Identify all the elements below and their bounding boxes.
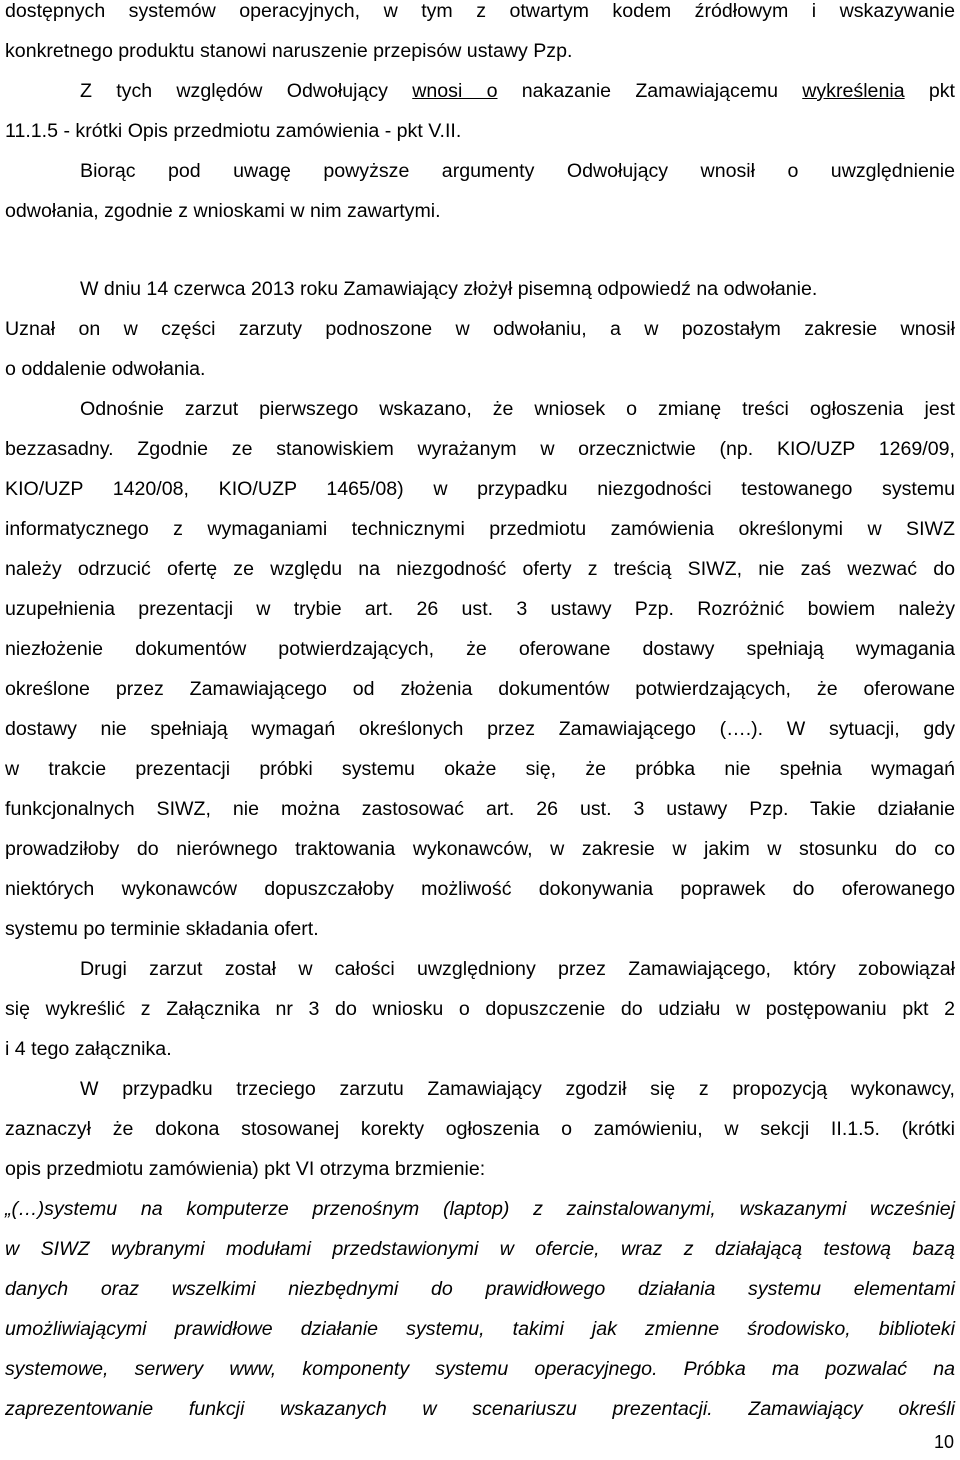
text-line: opis przedmiotu zamówienia) pkt VI otrzyma brzmienie: bbox=[5, 1158, 486, 1180]
text-line: niezłożenie dokumentów potwierdzających, że oferowane dostawy spełniają wymagania bbox=[5, 638, 955, 660]
quote-line: danych oraz wszelkimi niezbędnymi do prawidłowego działania systemu elementami bbox=[5, 1278, 955, 1300]
text-line: zaznaczył że dokona stosowanej korekty ogłoszenia o zamówieniu, w sekcji II.1.5. (krótki bbox=[5, 1118, 955, 1140]
text-line: niektórych wykonawców dopuszczałoby możliwość dokonywania poprawek do oferowanego bbox=[5, 878, 955, 900]
text-line: się wykreślić z Załącznika nr 3 do wniosku o dopuszczenie do udziału w postępowaniu pkt 2 bbox=[5, 998, 955, 1020]
text-line: systemu po terminie składania ofert. bbox=[5, 918, 319, 940]
text-span: nakazanie Zamawiającemu bbox=[497, 80, 803, 102]
text-line: Biorąc pod uwagę powyższe argumenty Odwołujący wnosił o uwzględnienie bbox=[80, 160, 955, 182]
page-number: 10 bbox=[933, 1432, 954, 1452]
text-line: funkcjonalnych SIWZ, nie można zastosować art. 26 ust. 3 ustawy Pzp. Takie działanie bbox=[5, 798, 955, 820]
text-line: W przypadku trzeciego zarzutu Zamawiający zgodził się z propozycją wykonawcy, bbox=[80, 1078, 955, 1100]
text-line: o oddalenie odwołania. bbox=[5, 358, 206, 380]
text-line: uzupełnienia prezentacji w trybie art. 26 ust. 3 ustawy Pzp. Rozróżnić bowiem należy bbox=[5, 598, 955, 620]
text-line: należy odrzucić ofertę ze względu na niezgodność oferty z treścią SIWZ, nie zaś wezwać do bbox=[5, 558, 955, 580]
quote-line: umożliwiającymi prawidłowe działanie systemu, takimi jak zmienne środowisko, biblioteki bbox=[5, 1318, 955, 1340]
text-line: Uznał on w części zarzuty podnoszone w odwołaniu, a w pozostałym zakresie wnosił bbox=[5, 318, 955, 340]
text-line: W dniu 14 czerwca 2013 roku Zamawiający złożył pisemną odpowiedź na odwołanie. bbox=[80, 278, 818, 300]
text-span: pkt bbox=[904, 80, 955, 102]
text-line: prowadziłoby do nierównego traktowania wykonawców, w zakresie w jakim w stosunku do co bbox=[5, 838, 955, 860]
underlined-text: wnosi o bbox=[412, 80, 498, 102]
text-line: KIO/UZP 1420/08, KIO/UZP 1465/08) w przypadku niezgodności testowanego systemu bbox=[5, 478, 955, 500]
quote-line: systemowe, serwery www, komponenty systemu operacyjnego. Próbka ma pozwalać na bbox=[5, 1358, 955, 1380]
text-line: i 4 tego załącznika. bbox=[5, 1038, 172, 1060]
text-line bbox=[80, 71, 955, 111]
text-line: Drugi zarzut został w całości uwzględniony przez Zamawiającego, który zobowiązał bbox=[80, 958, 955, 980]
quote-line: „(…)systemu na komputerze przenośnym (laptop) z zainstalowanymi, wskazanymi wcześniej bbox=[5, 1198, 955, 1220]
quote-line: w SIWZ wybranymi modułami przedstawionymi w ofercie, wraz z działającą testową bazą bbox=[5, 1238, 955, 1260]
text-line: informatycznego z wymaganiami technicznymi przedmiotu zamówienia określonymi w SIWZ bbox=[5, 518, 955, 540]
quote-line: zaprezentowanie funkcji wskazanych w scenariuszu prezentacji. Zamawiający określi bbox=[5, 1398, 955, 1420]
text-line: w trakcie prezentacji próbki systemu okaże się, że próbka nie spełnia wymagań bbox=[5, 758, 955, 780]
text-line: odwołania, zgodnie z wnioskami w nim zawartymi. bbox=[5, 200, 441, 222]
underlined-text: wykreślenia bbox=[802, 80, 905, 102]
text-line: bezzasadny. Zgodnie ze stanowiskiem wyrażanym w orzecznictwie (np. KIO/UZP 1269/09, bbox=[5, 438, 955, 460]
text-line: Odnośnie zarzut pierwszego wskazano, że wniosek o zmianę treści ogłoszenia jest bbox=[80, 398, 955, 420]
text-span: Z tych względów Odwołujący bbox=[80, 80, 413, 102]
text-line: 11.1.5 - krótki Opis przedmiotu zamówienia - pkt V.II. bbox=[5, 120, 462, 142]
text-line: określone przez Zamawiającego od złożenia dokumentów potwierdzających, że oferowane bbox=[5, 678, 955, 700]
text-line: dostawy nie spełniają wymagań określonych przez Zamawiającego (….). W sytuacji, gdy bbox=[5, 718, 955, 740]
text-line: konkretnego produktu stanowi naruszenie przepisów ustawy Pzp. bbox=[5, 40, 573, 62]
text-line: dostępnych systemów operacyjnych, w tym z otwartym kodem źródłowym i wskazywanie bbox=[5, 0, 955, 22]
